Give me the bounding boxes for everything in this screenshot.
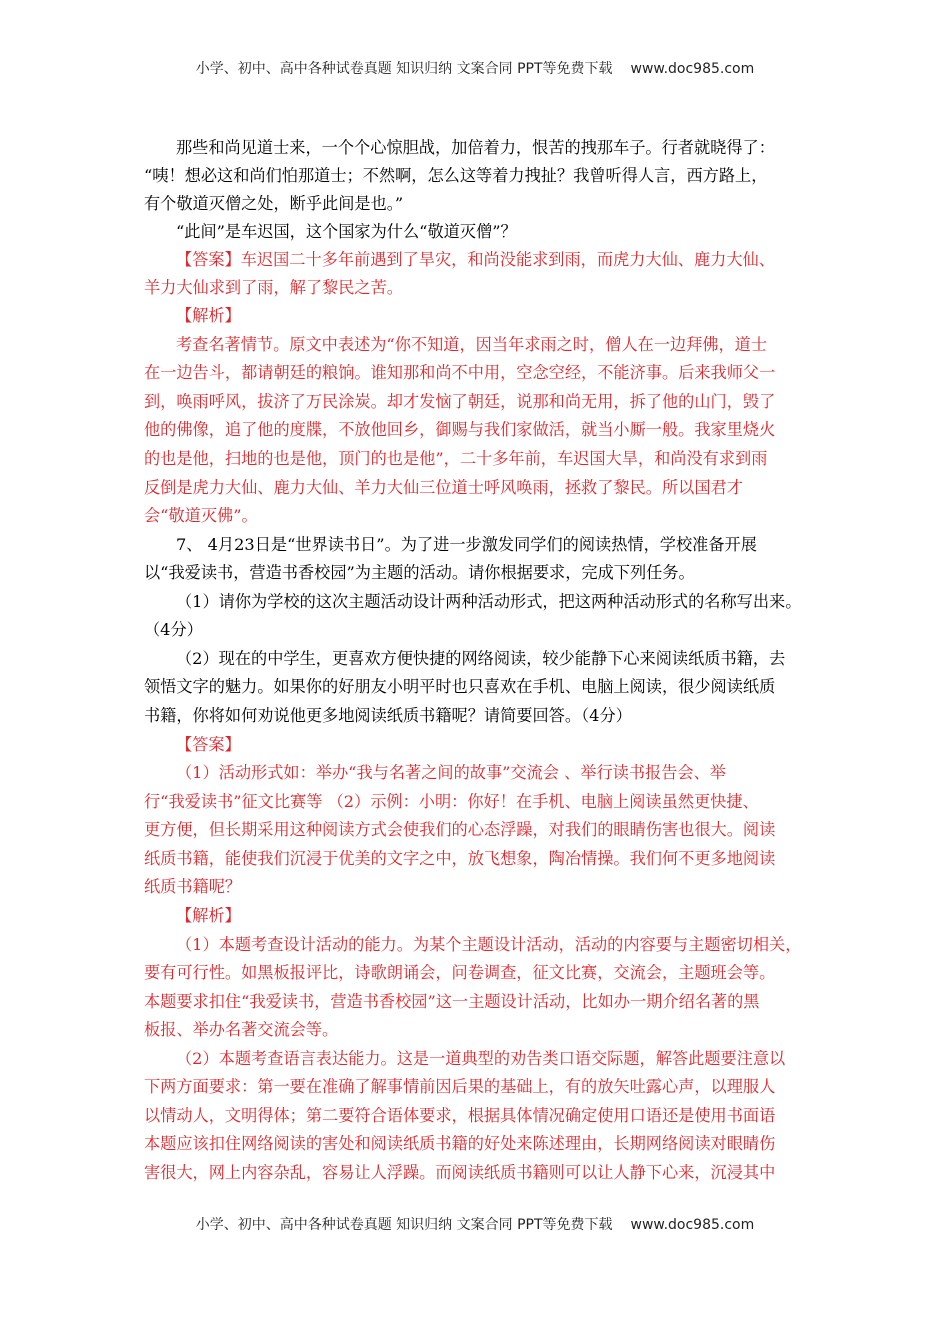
question-stem-line: 以“我爱读书，营造书香校园”为主题的活动。请你根据要求，完成下列任务。 [144, 563, 695, 582]
analysis-line: 在一边告斗，都请朝廷的粮饷。谁知那和尚不中用，空念空经，不能济事。后来我师父一 [144, 363, 776, 382]
page-header [0, 58, 950, 78]
answer-line: 纸质书籍，能使我们沉浸于优美的文字之中，放飞想象，陶冶情操。我们何不更多地阅读 [144, 849, 776, 868]
footer-text: 小学、初中、高中各种试卷真题 知识归纳 文案合同 PPT等免费下载 [195, 1217, 613, 1233]
subquestion-line: （4分） [144, 620, 203, 639]
analysis-line: 害很大，网上内容杂乱，容易让人浮躁。而阅读纸质书籍则可以让人静下心来，沉浸其中 [144, 1163, 776, 1182]
analysis-line: （2）本题考查语言表达能力。这是一道典型的劝告类口语交际题，解答此题要注意以 [176, 1049, 786, 1068]
analysis-label: 【解析】 [176, 906, 241, 925]
analysis-line: （1）本题考查设计活动的能力。为某个主题设计活动，活动的内容要与主题密切相关， [176, 935, 802, 954]
subquestion-line: （1）请你为学校的这次主题活动设计两种活动形式，把这两种活动形式的名称写出来。 [176, 592, 802, 611]
analysis-line: 下两方面要求：第一要在准确了解事情前因后果的基础上，有的放矢吐露心声，以理服人 [144, 1077, 776, 1096]
question-line: “此间”是车迟国，这个国家为什么“敬道灭僧”？ [176, 222, 517, 241]
question-stem-line: 7、 4月23日是“世界读书日”。为了进一步激发同学们的阅读热情，学校准备开展 [176, 535, 757, 554]
passage-line: 有个敬道灭僧之处，断乎此间是也。” [144, 194, 404, 213]
header-site-link[interactable]: www.doc985.com [630, 61, 755, 77]
subquestion-line: 领悟文字的魅力。如果你的好朋友小明平时也只喜欢在手机、电脑上阅读，很少阅读纸质 [144, 677, 776, 696]
answer-label: 【答案】 [176, 735, 241, 754]
analysis-line: 板报、举办名著交流会等。 [144, 1020, 339, 1039]
analysis-line: 到，唤雨呼风，拔济了万民涂炭。却才发恼了朝廷，说那和尚无用，拆了他的山门，毁了 [144, 392, 776, 411]
answer-line: 纸质书籍呢？ [144, 877, 242, 896]
analysis-line: 考查名著情节。原文中表述为“你不知道，因当年求雨之时，僧人在一边拜佛，道士 [176, 335, 768, 354]
analysis-line: 本题要求扣住“我爱读书，营造书香校园”这一主题设计活动，比如办一期介绍名著的黑 [144, 992, 760, 1011]
answer-line: 羊力大仙求到了雨，解了黎民之苦。 [144, 278, 403, 297]
analysis-line: 本题应该扣住网络阅读的害处和阅读纸质书籍的好处来陈述理由，长期网络阅读对眼睛伤 [144, 1134, 776, 1153]
analysis-line: 要有可行性。如黑板报评比，诗歌朗诵会，问卷调查，征文比赛，交流会，主题班会等。 [144, 963, 776, 982]
analysis-line: 以情动人，文明得体；第二要符合语体要求，根据具体情况确定使用口语还是使用书面语 [144, 1106, 776, 1125]
answer-label: 【答案】 [176, 250, 241, 269]
analysis-label: 【解析】 [176, 306, 241, 325]
subquestion-line: （2）现在的中学生，更喜欢方便快捷的网络阅读，较少能静下心来阅读纸质书籍，去 [176, 649, 786, 668]
subquestion-line: 书籍，你将如何劝说他更多地阅读纸质书籍呢？请简要回答。（4分） [144, 706, 632, 725]
answer-line: 更方便，但长期采用这种阅读方式会使我们的心态浮躁，对我们的眼睛伤害也很大。阅读 [144, 820, 776, 839]
footer-site-link[interactable]: www.doc985.com [630, 1217, 755, 1233]
analysis-line: 反倒是虎力大仙、鹿力大仙、羊力大仙三位道士呼风唤雨，拯救了黎民。所以国君才 [144, 478, 743, 497]
analysis-line: 会“敬道灭佛”。 [144, 506, 258, 525]
answer-line: （1）活动形式如：举办“我与名著之间的故事”交流会 、举行读书报告会、举 [176, 763, 726, 782]
analysis-line: 的也是他，扫地的也是他，顶门的也是他”，二十多年前，车迟国大旱，和尚没有求到雨 [144, 449, 768, 468]
passage-line: 那些和尚见道士来，一个个心惊胆战，加倍着力，恨苦的拽那车子。行者就晓得了： [176, 138, 775, 157]
analysis-line: 他的佛像，追了他的度牒，不放他回乡，御赐与我们家做活，就当小厮一般。我家里烧火 [144, 420, 776, 439]
page-footer [0, 1214, 950, 1234]
answer-line: 行“我爱读书”征文比赛等 （2）示例：小明：你好！在手机、电脑上阅读虽然更快捷、 [144, 792, 759, 811]
header-text: 小学、初中、高中各种试卷真题 知识归纳 文案合同 PPT等免费下载 [195, 61, 613, 77]
answer-line: 【答案】车迟国二十多年前遇到了旱灾，和尚没能求到雨，而虎力大仙、鹿力大仙、 [144, 246, 810, 275]
passage-line: “咦！想必这和尚们怕那道士；不然啊，怎么这等着力拽扯？我曾听得人言，西方路上， [144, 166, 768, 185]
